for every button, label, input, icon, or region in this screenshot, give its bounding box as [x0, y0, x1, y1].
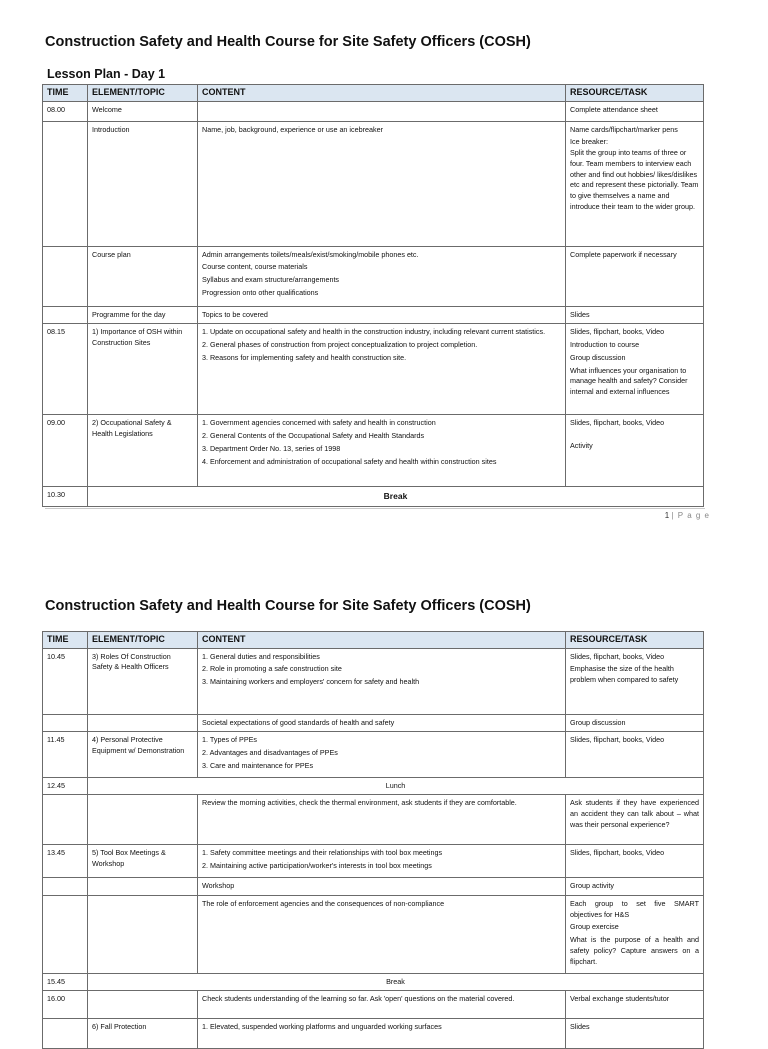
header-resource: RESOURCE/TASK — [566, 632, 704, 649]
content-cell: Workshop — [198, 878, 566, 896]
time-cell — [43, 246, 88, 306]
page-number: 1 | P a g e — [664, 511, 710, 520]
content-cell: 1. Safety committee meetings and their relationships with tool box meetings 2. Maintaining active participation/worker's interests in tool box meetings — [198, 845, 566, 878]
time-cell: 12.45 — [43, 777, 88, 795]
time-cell: 09.00 — [43, 415, 88, 487]
content-cell: Societal expectations of good standards of health and safety — [198, 714, 566, 732]
footer-divider — [45, 508, 705, 509]
table-row — [43, 648, 704, 714]
resource-cell: Ask students if they have experienced an accident they can talk about – what was their personal experience? — [566, 795, 704, 845]
time-cell — [43, 895, 88, 973]
table-header-row — [43, 85, 704, 102]
page1-title: Construction Safety and Health Course for Site Safety Officers (COSH) — [45, 34, 531, 50]
content-cell: 1. Government agencies concerned with safety and health in construction 2. General Contents of the Occupational Safety and Health Standards 3. Department Order No. 13, series of 1998 4. Enforcement and administration of occupational safety and health within construction sites — [198, 415, 566, 487]
header-time: TIME — [43, 632, 88, 649]
header-content: CONTENT — [198, 85, 566, 102]
content-cell: 1. Update on occupational safety and health in the construction industry, including relevant current statistics. 2. General phases of construction from project conceptualization to project completion. 3. Reasons for implementing safety and health construction site. — [198, 324, 566, 415]
table-row — [43, 732, 704, 777]
table-row — [43, 845, 704, 878]
table-row — [43, 795, 704, 845]
resource-cell: Slides — [566, 306, 704, 324]
content-cell: Admin arrangements toilets/meals/exist/smoking/mobile phones etc. Course content, course materials Syllabus and exam structure/arrangements Progression onto other qualifications — [198, 246, 566, 306]
element-cell — [88, 991, 198, 1019]
time-cell — [43, 878, 88, 896]
lesson-plan-table-page1 — [42, 84, 704, 507]
table-header-row — [43, 632, 704, 649]
table-row — [43, 121, 704, 246]
element-cell: 6) Fall Protection — [88, 1019, 198, 1049]
resource-cell: Each group to set five SMART objectives for H&S Group exercise What is the purpose of a health and safety policy? Capture answers on a flipchart. — [566, 895, 704, 973]
resource-cell: Group discussion — [566, 714, 704, 732]
time-cell — [43, 306, 88, 324]
resource-cell: Name cards/flipchart/marker pens Ice breaker: Split the group into teams of three or four. Team members to interview each other and find out hobbies/ likes/dislikes etc and represent these pictorially. Team to give themselves a name and introduce their team to the wider group. — [566, 121, 704, 246]
header-content: CONTENT — [198, 632, 566, 649]
table-row — [43, 895, 704, 973]
element-cell: 3) Roles Of Construction Safety & Health Officers — [88, 648, 198, 714]
table-row — [43, 324, 704, 415]
element-cell: Course plan — [88, 246, 198, 306]
time-cell: 15.45 — [43, 973, 88, 991]
table-row — [43, 415, 704, 487]
content-cell: 1. Types of PPEs 2. Advantages and disadvantages of PPEs 3. Care and maintenance for PPEs — [198, 732, 566, 777]
element-cell: Welcome — [88, 101, 198, 121]
table-row — [43, 777, 704, 795]
time-cell: 13.45 — [43, 845, 88, 878]
header-element: ELEMENT/TOPIC — [88, 632, 198, 649]
header-time: TIME — [43, 85, 88, 102]
resource-cell: Complete attendance sheet — [566, 101, 704, 121]
element-cell — [88, 878, 198, 896]
resource-cell: Slides, flipchart, books, Video Activity — [566, 415, 704, 487]
resource-cell: Slides, flipchart, books, Video Emphasise the size of the health problem when compared to safety — [566, 648, 704, 714]
lunch-label: Lunch — [88, 777, 704, 795]
header-resource: RESOURCE/TASK — [566, 85, 704, 102]
time-cell: 10.30 — [43, 487, 88, 507]
element-cell: 5) Tool Box Meetings & Workshop — [88, 845, 198, 878]
time-cell — [43, 1019, 88, 1049]
element-cell — [88, 795, 198, 845]
table-row — [43, 306, 704, 324]
content-cell: 1. Elevated, suspended working platforms and unguarded working surfaces — [198, 1019, 566, 1049]
table-row — [43, 101, 704, 121]
content-cell — [198, 101, 566, 121]
time-cell: 11.45 — [43, 732, 88, 777]
resource-cell: Slides, flipchart, books, Video Introduction to course Group discussion What influences your organisation to manage health and safety? Consider internal and external influences — [566, 324, 704, 415]
element-cell: Programme for the day — [88, 306, 198, 324]
table-row — [43, 991, 704, 1019]
element-cell: Introduction — [88, 121, 198, 246]
resource-cell: Slides, flipchart, books, Video — [566, 845, 704, 878]
break-label: Break — [88, 973, 704, 991]
element-cell — [88, 895, 198, 973]
time-cell — [43, 795, 88, 845]
table-row — [43, 487, 704, 507]
resource-cell: Verbal exchange students/tutor — [566, 991, 704, 1019]
time-cell: 08.15 — [43, 324, 88, 415]
table-row — [43, 714, 704, 732]
time-cell — [43, 121, 88, 246]
table-row — [43, 246, 704, 306]
break-label: Break — [88, 487, 704, 507]
resource-cell: Slides, flipchart, books, Video — [566, 732, 704, 777]
lesson-plan-subtitle: Lesson Plan - Day 1 — [47, 67, 166, 81]
element-cell: 1) Importance of OSH within Construction Sites — [88, 324, 198, 415]
time-cell: 16.00 — [43, 991, 88, 1019]
page2-title: Construction Safety and Health Course for Site Safety Officers (COSH) — [45, 598, 531, 614]
table-row — [43, 1019, 704, 1049]
element-cell: 4) Personal Protective Equipment w/ Demonstration — [88, 732, 198, 777]
table-row — [43, 973, 704, 991]
content-cell: 1. General duties and responsibilities 2. Role in promoting a safe construction site 3. Maintaining workers and employers' concern for safety and health — [198, 648, 566, 714]
header-element: ELEMENT/TOPIC — [88, 85, 198, 102]
time-cell — [43, 714, 88, 732]
content-cell: Review the morning activities, check the thermal environment, ask students if they are comfortable. — [198, 795, 566, 845]
resource-cell: Complete paperwork if necessary — [566, 246, 704, 306]
element-cell: 2) Occupational Safety & Health Legislations — [88, 415, 198, 487]
content-cell: Check students understanding of the learning so far. Ask 'open' questions on the material covered. — [198, 991, 566, 1019]
content-cell: The role of enforcement agencies and the consequences of non-compliance — [198, 895, 566, 973]
element-cell — [88, 714, 198, 732]
lesson-plan-table-page2 — [42, 631, 704, 1049]
time-cell: 08.00 — [43, 101, 88, 121]
resource-cell: Slides — [566, 1019, 704, 1049]
content-cell: Topics to be covered — [198, 306, 566, 324]
content-cell: Name, job, background, experience or use an icebreaker — [198, 121, 566, 246]
time-cell: 10.45 — [43, 648, 88, 714]
table-row — [43, 878, 704, 896]
resource-cell: Group activity — [566, 878, 704, 896]
